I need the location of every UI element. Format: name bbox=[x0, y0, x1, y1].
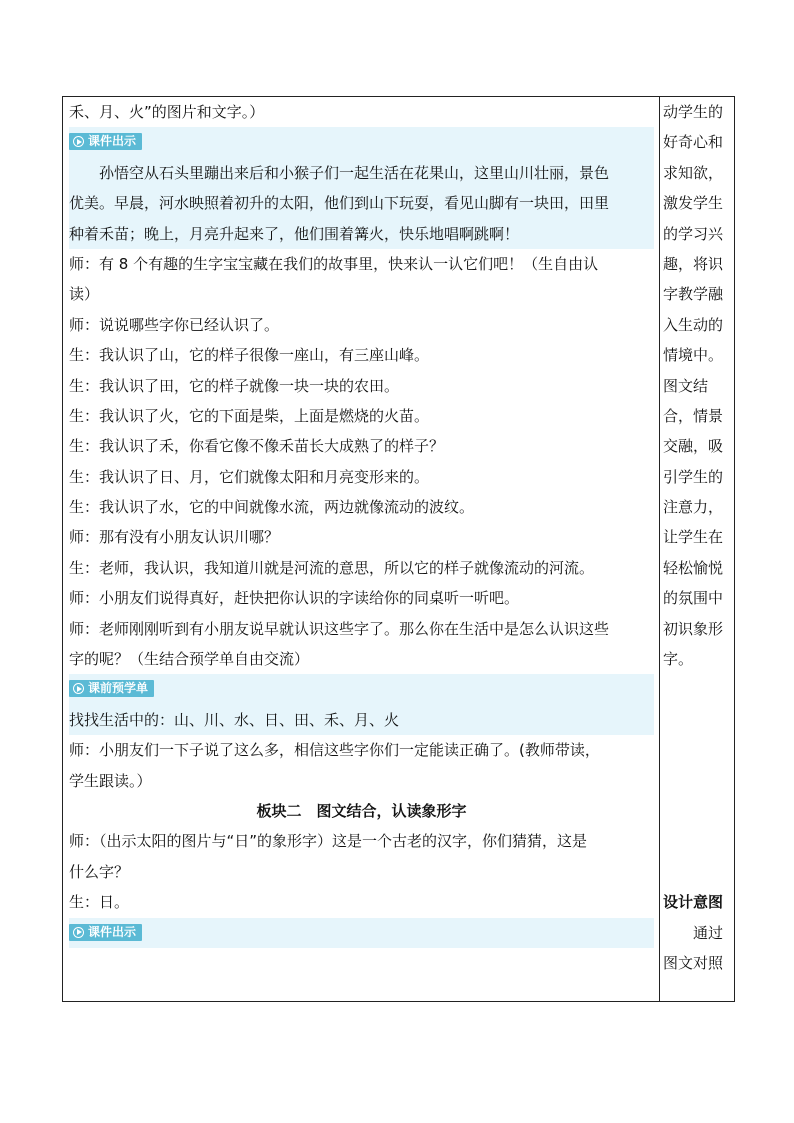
design-intent-heading: 设计意图 bbox=[663, 893, 724, 912]
text-line: 师：那有没有小朋友认识川哪？ bbox=[69, 528, 280, 547]
courseware-badge-row bbox=[69, 918, 654, 948]
side-line: 字。 bbox=[663, 650, 694, 669]
text-line: 师：说说哪些字你已经认识了。 bbox=[69, 315, 280, 334]
side-line: 图文结 bbox=[663, 376, 709, 395]
side-line: 激发学生 bbox=[663, 194, 724, 213]
play-icon bbox=[73, 136, 84, 147]
text-line: 生：我认识了火，它的下面是柴，上面是燃烧的火苗。 bbox=[69, 406, 430, 425]
courseware-badge: 课件出示 bbox=[69, 924, 142, 941]
text-line: 读） bbox=[69, 285, 100, 304]
column-divider bbox=[659, 97, 660, 1001]
side-line: 的氛围中 bbox=[663, 589, 724, 608]
side-line: 轻松愉悦 bbox=[663, 558, 724, 577]
side-line: 字教学融 bbox=[663, 285, 724, 304]
text-line: 生：我认识了日、月，它们就像太阳和月亮变形来的。 bbox=[69, 467, 430, 486]
play-icon bbox=[73, 927, 84, 938]
text-line: 字的呢？（生结合预学单自由交流） bbox=[69, 650, 310, 669]
side-line: 求知欲， bbox=[663, 163, 724, 182]
text-line: 生：我认识了山，它的样子很像一座山，有三座山峰。 bbox=[69, 346, 430, 365]
preview-sheet-badge: 课前预学单 bbox=[69, 680, 154, 697]
story-line: 种着禾苗；晚上，月亮升起来了，他们围着篝火，快乐地唱啊跳啊！ bbox=[69, 219, 654, 249]
preview-sheet-line: 找找生活中的：山、川、水、日、田、禾、月、火 bbox=[69, 705, 654, 735]
courseware-badge-row bbox=[69, 127, 654, 157]
side-line: 趣，将识 bbox=[663, 254, 724, 273]
side-line: 注意力， bbox=[663, 498, 724, 517]
text-line: 师：老师刚刚听到有小朋友说早就认识这些字了。那么你在生活中是怎么认识这些 bbox=[69, 619, 610, 638]
text-line: 生：老师，我认识，我知道川就是河流的意思，所以它的样子就像流动的河流。 bbox=[69, 558, 595, 577]
text-line: 学生跟读。） bbox=[69, 771, 152, 790]
side-line: 交融，吸 bbox=[663, 437, 724, 456]
text-line: 禾、月、火”的图片和文字。） bbox=[69, 103, 265, 121]
story-line: 优美。早晨，河水映照着初升的太阳，他们到山下玩耍，看见山脚有一块田，田里 bbox=[69, 188, 654, 218]
side-line: 让学生在 bbox=[663, 528, 724, 547]
side-line: 好奇心和 bbox=[663, 133, 724, 152]
text-line: 生：我认识了田，它的样子就像一块一块的农田。 bbox=[69, 376, 400, 395]
side-line: 动学生的 bbox=[663, 103, 724, 121]
side-line: 合，情景 bbox=[663, 406, 724, 425]
section-title: 板块二 图文结合，认读象形字 bbox=[256, 801, 467, 820]
lesson-table bbox=[62, 96, 735, 1002]
text-line: 生：我认识了禾，你看它像不像禾苗长大成熟了的样子？ bbox=[69, 437, 445, 456]
side-line: 的学习兴 bbox=[663, 224, 724, 243]
text-line: 师：小朋友们说得真好，赶快把你认识的字读给你的同桌听一听吧。 bbox=[69, 589, 520, 608]
story-line: 孙悟空从石头里蹦出来后和小猴子们一起生活在花果山，这里山川壮丽，景色 bbox=[69, 158, 654, 188]
text-line: 生：日。 bbox=[69, 893, 130, 912]
text-line: 师：小朋友们一下子说了这么多，相信这些字你们一定能读正确了。(教师带读， bbox=[69, 741, 600, 760]
side-line: 入生动的 bbox=[663, 315, 724, 334]
side-line: 引学生的 bbox=[663, 467, 724, 486]
side-line: 图文对照 bbox=[663, 953, 724, 972]
text-line: 师：（出示太阳的图片与“日”的象形字）这是一个古老的汉字，你们猜猜，这是 bbox=[69, 832, 588, 851]
side-line: 通过 bbox=[693, 923, 724, 942]
lesson-content-column bbox=[69, 97, 654, 948]
design-intent-column bbox=[663, 97, 733, 978]
courseware-badge: 课件出示 bbox=[69, 133, 142, 150]
text-line: 什么字？ bbox=[69, 862, 130, 881]
side-line: 情境中。 bbox=[663, 346, 724, 365]
text-line: 师：有 8 个有趣的生字宝宝藏在我们的故事里，快来认一认它们吧！（生自由认 bbox=[69, 254, 599, 273]
side-line: 初识象形 bbox=[663, 619, 724, 638]
preview-sheet-badge-row bbox=[69, 674, 654, 704]
play-icon bbox=[73, 683, 84, 694]
text-line: 生：我认识了水，它的中间就像水流，两边就像流动的波纹。 bbox=[69, 498, 475, 517]
